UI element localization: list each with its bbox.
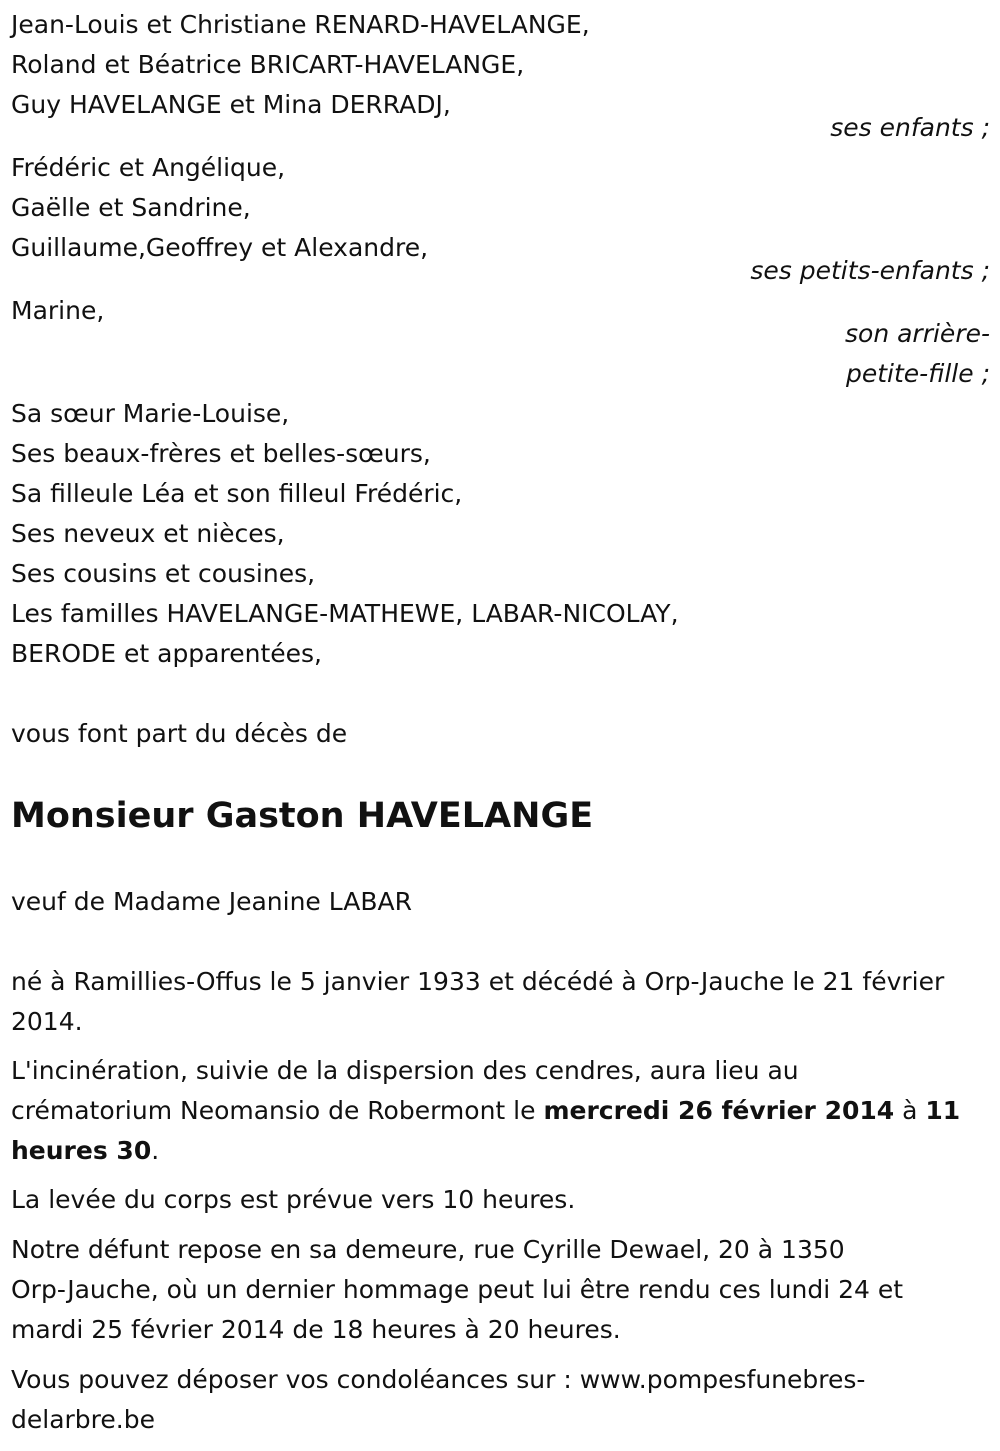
repose-line: Orp-Jauche, où un dernier hommage peut lui être rendu ces lundi 24 et [11, 1275, 904, 1304]
condolences-line: Vous pouvez déposer vos condoléances sur : www.pompesfunebres- [11, 1365, 866, 1394]
widower-text: veuf de Madame Jeanine LABAR [11, 887, 412, 916]
great-grandchild-role: son arrière- [845, 319, 990, 348]
announcement-text: vous font part du décès de [11, 719, 348, 748]
birth-death-line: 2014. [11, 1007, 83, 1036]
relative-line: Ses neveux et nièces, [11, 519, 285, 548]
levee-text: La levée du corps est prévue vers 10 heures. [11, 1185, 576, 1214]
child-line: Guy HAVELANGE et Mina DERRADJ, [11, 90, 451, 119]
repose-line: mardi 25 février 2014 de 18 heures à 20 heures. [11, 1315, 621, 1344]
cremation-line: L'incinération, suivie de la dispersion des cendres, aura lieu au [11, 1056, 799, 1085]
child-line: Roland et Béatrice BRICART-HAVELANGE, [11, 50, 525, 79]
cremation-connector: à [894, 1096, 926, 1125]
cremation-line [11, 1096, 960, 1126]
great-grandchild-line: Marine, [11, 296, 105, 325]
grandchild-line: Gaëlle et Sandrine, [11, 193, 251, 222]
deceased-name: Monsieur Gaston HAVELANGE [11, 796, 594, 836]
condolences-link: delarbre.be [11, 1405, 155, 1434]
grandchild-line: Guillaume,Geoffrey et Alexandre, [11, 233, 429, 262]
cremation-date: mercredi 26 février 2014 [543, 1096, 895, 1125]
relative-line: BERODE et apparentées, [11, 639, 322, 668]
cremation-text: crématorium Neomansio de Robermont le [11, 1096, 544, 1125]
cremation-line [11, 1136, 159, 1166]
child-line: Jean-Louis et Christiane RENARD-HAVELANGE, [11, 10, 590, 39]
children-role: ses enfants ; [830, 113, 990, 142]
relative-line: Les familles HAVELANGE-MATHEWE, LABAR-NICOLAY, [11, 599, 679, 628]
relative-line: Sa sœur Marie-Louise, [11, 399, 290, 428]
relative-line: Ses cousins et cousines, [11, 559, 316, 588]
birth-death-line: né à Ramillies-Offus le 5 janvier 1933 et décédé à Orp-Jauche le 21 février [11, 967, 945, 996]
relative-line: Sa filleule Léa et son filleul Frédéric, [11, 479, 463, 508]
cremation-hour: 11 [925, 1096, 961, 1125]
grandchild-line: Frédéric et Angélique, [11, 153, 286, 182]
grandchildren-role: ses petits-enfants ; [750, 256, 990, 285]
relative-line: Ses beaux-frères et belles-sœurs, [11, 439, 431, 468]
great-grandchild-role: petite-fille ; [846, 359, 990, 388]
cremation-end: . [151, 1136, 160, 1165]
repose-line: Notre défunt repose en sa demeure, rue Cyrille Dewael, 20 à 1350 [11, 1235, 845, 1264]
cremation-hour: heures 30 [11, 1136, 152, 1165]
